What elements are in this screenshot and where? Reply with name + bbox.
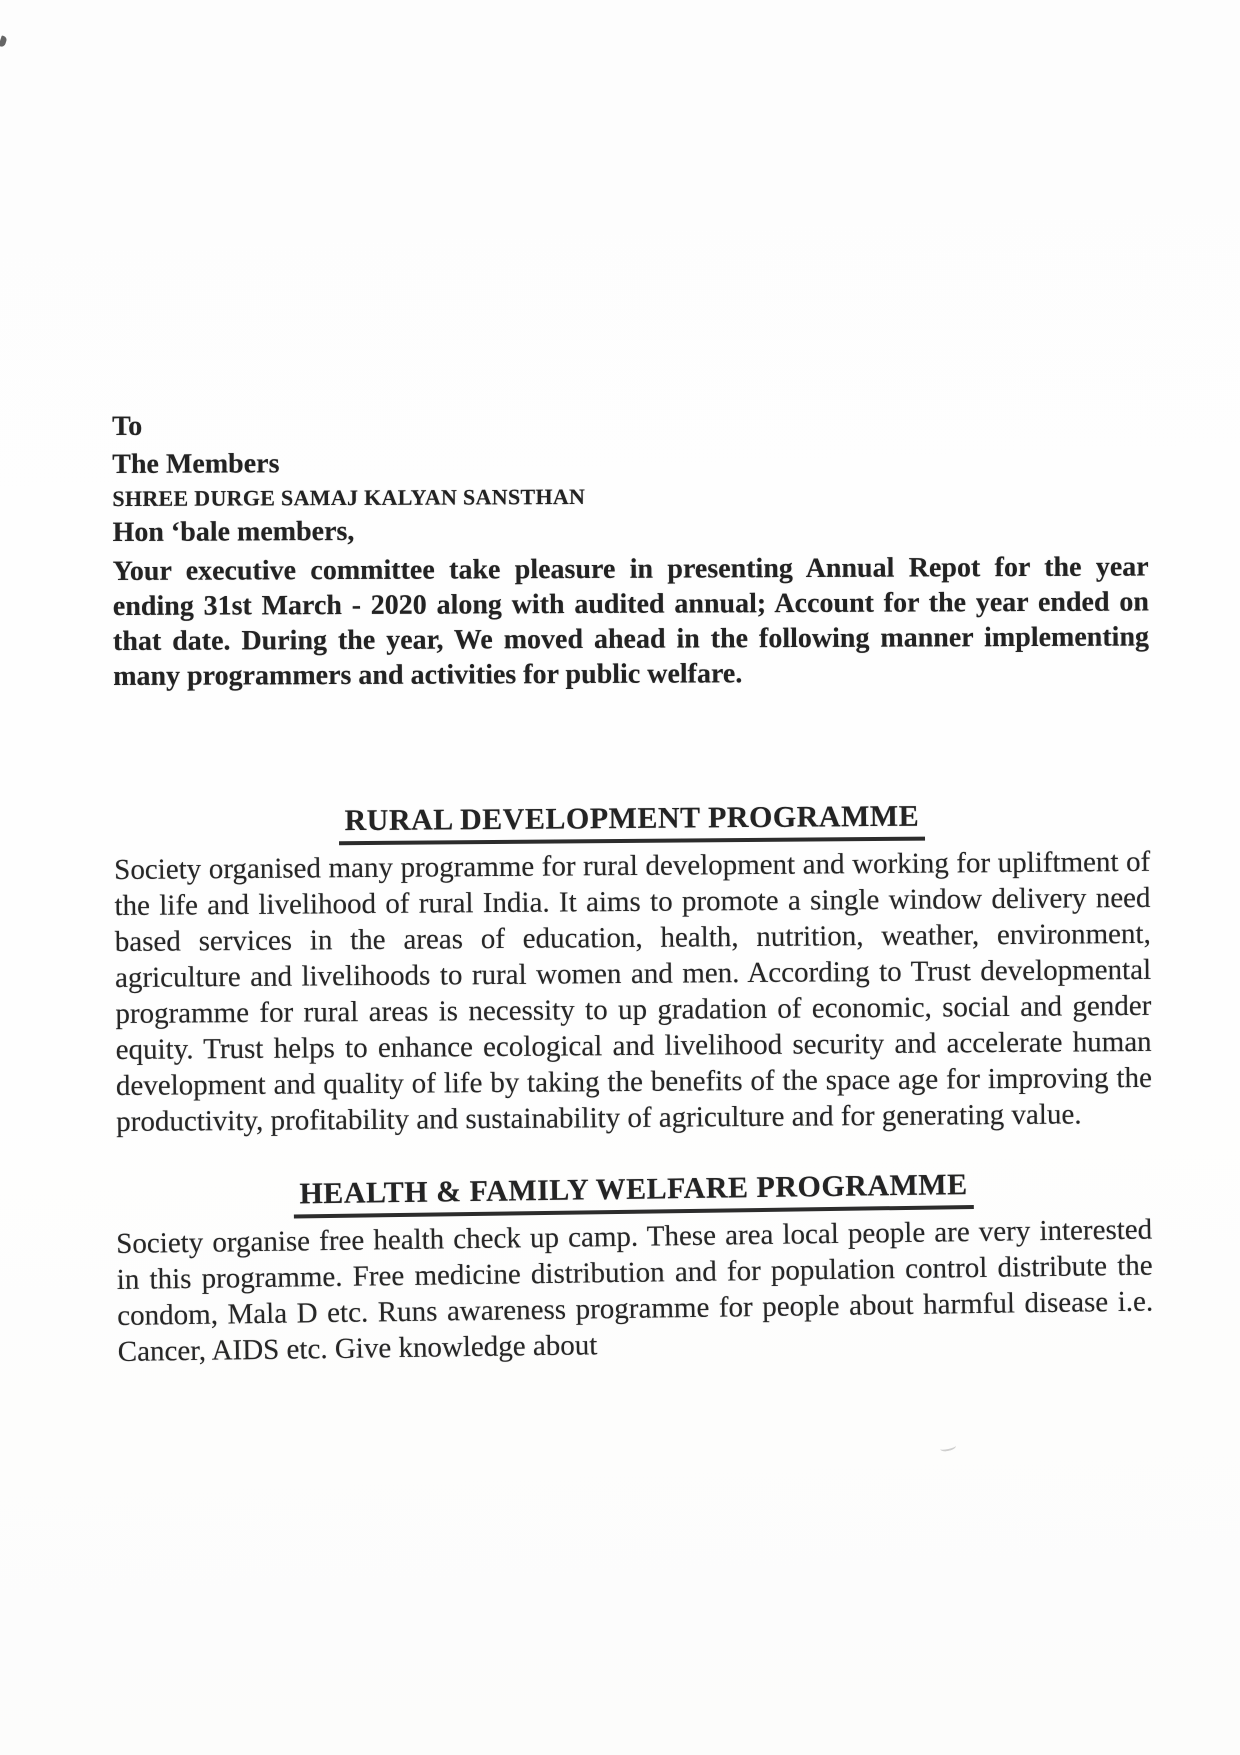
section-body-health: Society organise free health check up camp. These area local people are very interested in this programme. Free medicine distribution and for population control distribute the condom, Mala D etc. Runs awareness programme for people about harmful disease i.e. Cancer, AIDS etc. Give knowledge about [116, 1213, 1154, 1368]
section-heading-health [115, 1166, 1151, 1221]
scan-artifact-corner [0, 35, 8, 47]
letter-header [112, 403, 1149, 694]
letter-content [112, 403, 1152, 1370]
section-health-family-welfare [115, 1166, 1154, 1370]
intro-paragraph: Your executive committee take pleasure in presenting Annual Repot for the year ending 31st March - 2020 along with audited annual; Account for the year ended on that date. During the year, We moved ahead in the following manner implementing many programmers and activities for public welfare. [112, 551, 1150, 692]
section-body-rural: Society organised many programme for rural development and working for upliftment of the life and livelihood of rural India. It aims to promote a single window delivery need based services in the areas of education, health, nutrition, weather, environment, agriculture and livelihoods to rural women and men. According to Trust developmental programme for rural areas is necessity to up gradation of economic, social and gender equity. Trust helps to enhance ecological and livelihood security and accelerate human development and quality of life by taking the benefits of the space age for improving the productivity, profitability and sustainability of agriculture and for generating value. [114, 845, 1153, 1138]
salutation-to: To [112, 410, 143, 442]
section-heading-rural-text: RURAL DEVELOPMENT PROGRAMME [338, 800, 925, 846]
section-rural-development [114, 798, 1153, 1140]
section-heading-health-text: HEALTH & FAMILY WELFARE PROGRAMME [293, 1168, 974, 1218]
salutation-greeting: Hon ‘bale members, [112, 515, 355, 548]
salutation-members: The Members [112, 448, 280, 480]
scan-artifact-smudge [939, 1442, 956, 1452]
organization-name: SHREE DURGE SAMAJ KALYAN SANSTHAN [112, 483, 586, 511]
section-heading-rural [114, 798, 1150, 847]
